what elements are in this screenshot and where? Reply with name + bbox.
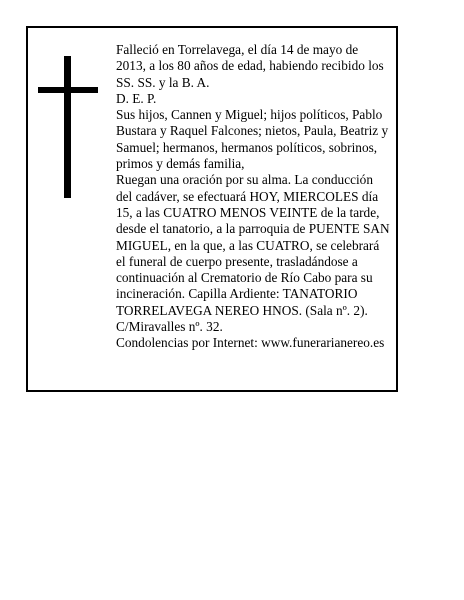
condolences-line: Condolencias por Internet: www.funerarianereo.es [116, 335, 385, 351]
rest-in-peace: D. E. P. [116, 90, 157, 106]
latin-cross-icon [38, 56, 98, 198]
death-announcement: Falleció en Torrelavega, el día 14 de mayo de 2013, a los 80 años de edad, habiendo recibido los SS. SS. y la B. A. [116, 42, 384, 90]
family-list: Sus hijos, Cannen y Miguel; hijos políticos, Pablo Bustara y Raquel Falcones; nietos, Paula, Beatriz y Samuel; hermanos, hermanos políticos, sobrinos, primos y demás familia, [116, 107, 389, 172]
funeral-details: Ruegan una oración por su alma. La conducción del cadáver, se efectuará HOY, MIERCOLES día 15, a las CUATRO MENOS VEINTE de la tarde, desde el tanatorio, a la parroquia de PUENTE SAN MIGUEL, en la que, a las CUATRO, se celebrará el funeral de cuerpo presente, trasladándose a continuación al Crematorio de Río Cabo para su incineración. Capilla Ardiente: TANATORIO TORRELAVEGA NEREO HNOS. (Sala nº. 2). C/Miravalles nº. 32. [116, 172, 390, 335]
obituary-text [116, 42, 390, 352]
cross-vertical-bar [64, 56, 71, 198]
obituary-notice [26, 26, 398, 392]
cross-horizontal-bar [38, 87, 98, 93]
